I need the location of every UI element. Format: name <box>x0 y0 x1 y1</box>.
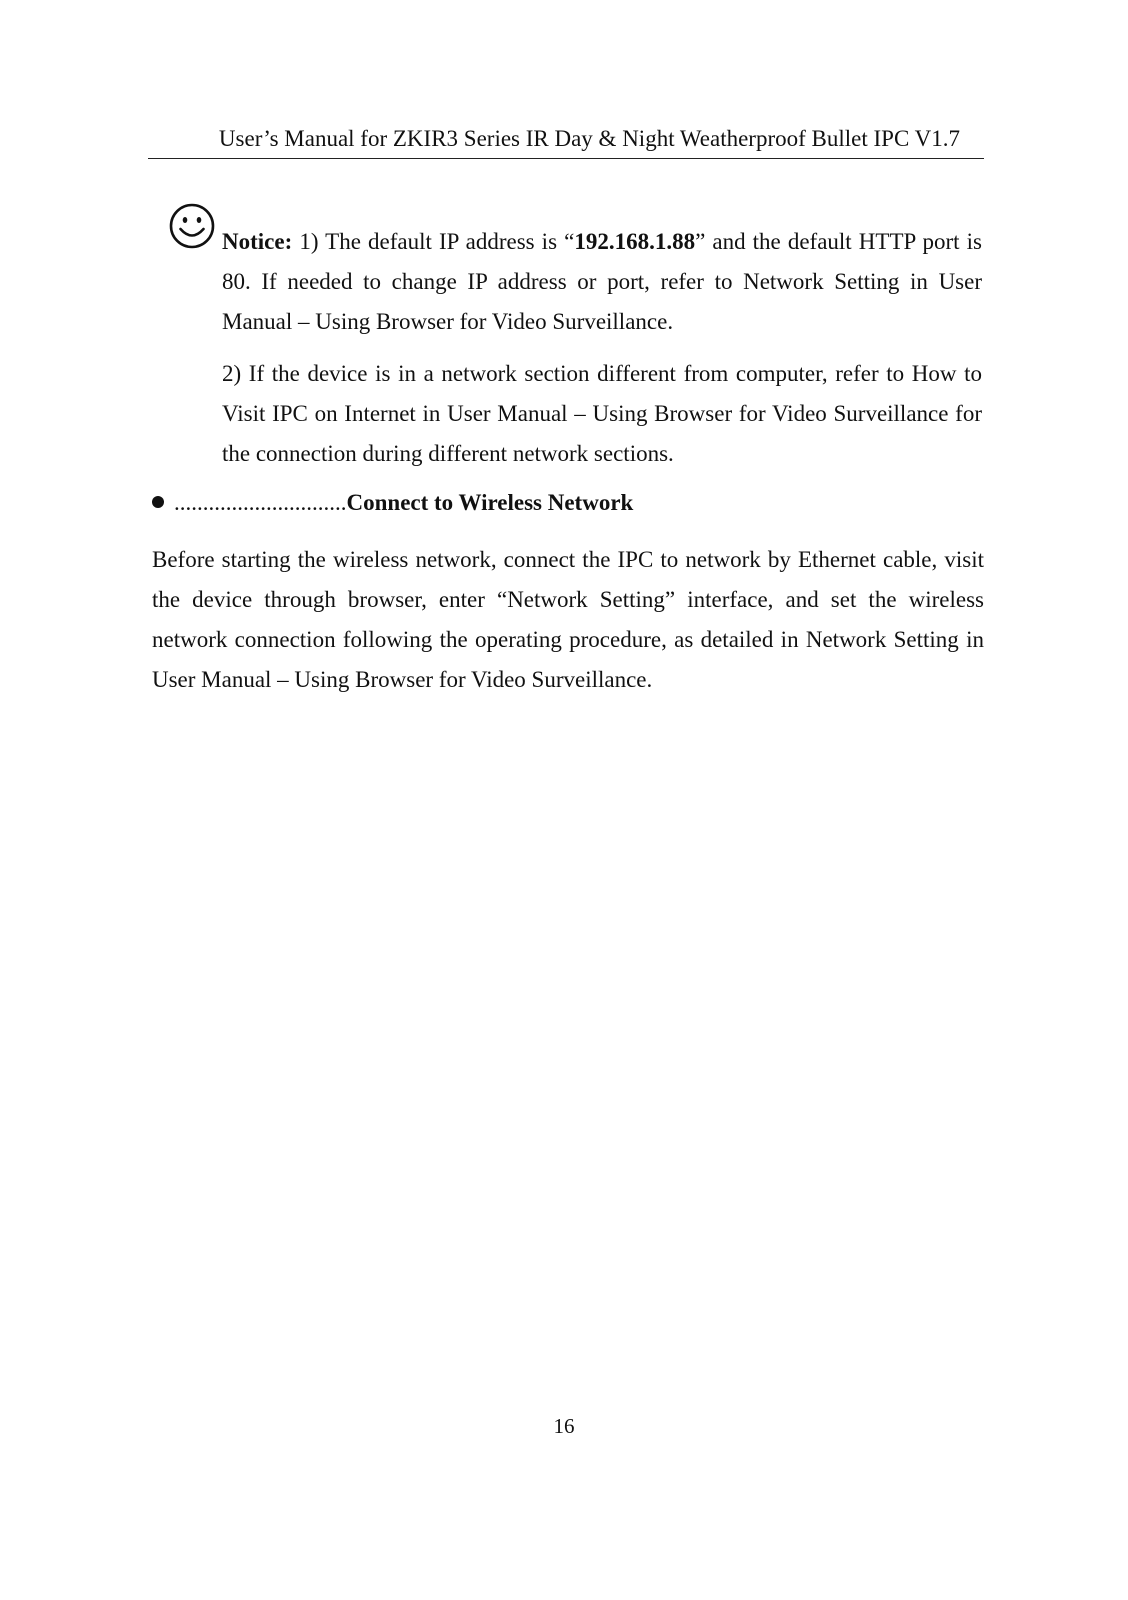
notice-label: Notice: <box>222 229 293 254</box>
bullet-icon <box>152 496 164 508</box>
section-heading <box>152 490 633 516</box>
heading-leader-dots: .............................. <box>174 490 347 515</box>
page-header <box>148 122 984 159</box>
smiley-icon <box>168 202 216 250</box>
notice-item-1-after: ” and the default HTTP port is 80. If needed to change IP address or port, refer to Network Setting in User Manual – Using Browser for Video Surveillance. <box>222 229 982 334</box>
notice-item-1-before: 1) The default IP address is “ <box>292 229 575 254</box>
header-title: User’s Manual for ZKIR3 Series IR Day & Night Weatherproof Bullet IPC V1.7 <box>218 126 960 151</box>
page-number: 16 <box>553 1414 575 1438</box>
notice-item-1 <box>222 222 982 342</box>
notice-text <box>222 222 982 474</box>
section-title: Connect to Wireless Network <box>346 490 634 515</box>
section-body: Before starting the wireless network, connect the IPC to network by Ethernet cable, visit the device through browser, enter “Network Setting” interface, and set the wireless network connection following the operating procedure, as detailed in Network Setting in User Manual – Using Browser for Video Surveillance. <box>152 547 984 692</box>
notice-item-2: 2) If the device is in a network section different from computer, refer to How to Visit IPC on Internet in User Manual – Using Browser for Video Surveillance for the connection during different network sections. <box>222 361 982 466</box>
default-ip-address: 192.168.1.88 <box>574 229 696 254</box>
